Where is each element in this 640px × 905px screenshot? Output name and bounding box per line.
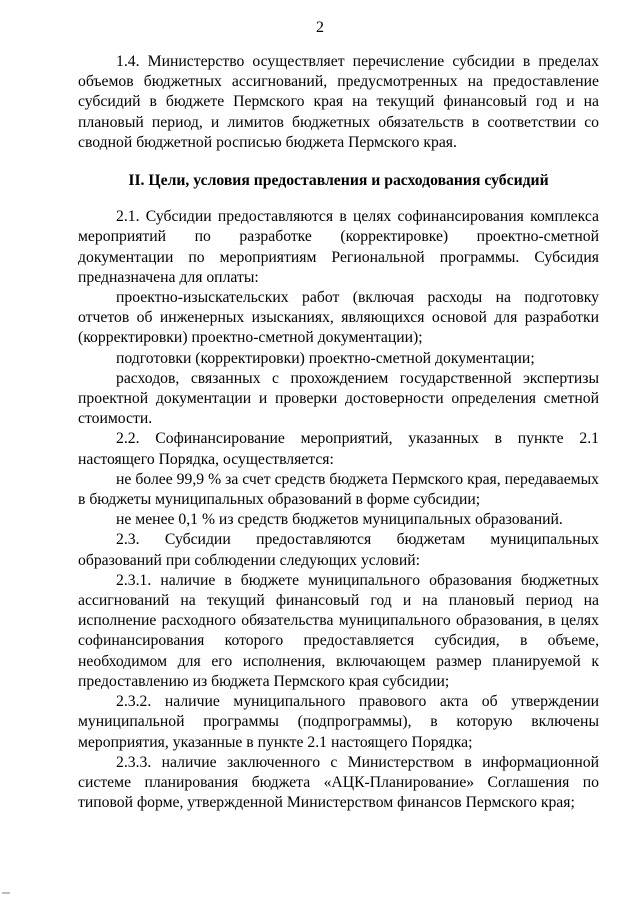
paragraph-2-2-item-1: не более 99,9 % за счет средств бюджета Пермского края, передаваемых в бюджеты муниципальных образований в форме субсидии;: [78, 470, 599, 509]
scan-edge-mark: [2, 892, 10, 894]
paragraph-2-3: 2.3. Субсидии предоставляются бюджетам муниципальных образований при соблюдении следующих условий:: [78, 531, 599, 569]
paragraph-2-3-2: 2.3.2. наличие муниципального правового акта об утверждении муниципальной программы (подпрограммы), в которую включены мероприятия, указанные в пункте 2.1 настоящего Порядка;: [78, 693, 599, 751]
paragraph-2-3-1: 2.3.1. наличие в бюджете муниципального образования бюджетных ассигнований на текущий финансовый год и на плановый период на исполнение расходного обязательства муниципального образования, в целях софинансирования которого предоставляется субсидия, в объеме, необходимом для его исполнения, включающем размер планируемой к предоставлению из бюджета Пермского края субсидии;: [78, 571, 599, 690]
paragraph-2-1-item-3: расходов, связанных с прохождением государственной экспертизы проектной документации и проверки достоверности определения сметной стоимости.: [78, 369, 599, 428]
paragraph-2-1-item-2: подготовки (корректировки) проектно-сметной документации;: [116, 349, 535, 367]
paragraph-2-3-3: 2.3.3. наличие заключенного с Министерством в информационной системе планирования бюджета «АЦК-Планирование» Соглашения по типовой форме, утвержденной Министерством финансов Пермского края;: [78, 753, 599, 812]
paragraph-2-1-item-1: проектно-изыскательских работ (включая расходы на подготовку отчетов об инженерных изысканиях, являющихся основой для разработки (корректировки) проектно-сметной документации);: [78, 289, 599, 347]
paragraph-2-1: 2.1. Субсидии предоставляются в целях софинансирования комплекса мероприятий по разработке (корректировке) проектно-сметной документации по мероприятиям Региональной программы. Субсидия предназначена для оплаты:: [78, 208, 599, 286]
section-heading: II. Цели, условия предоставления и расходования субсидий: [128, 172, 549, 190]
paragraph-2-2-item-2: не менее 0,1 % из средств бюджетов муниципальных образований.: [116, 511, 563, 529]
page-number: 2: [316, 19, 324, 36]
document-body: [78, 52, 599, 813]
paragraph-2-2: 2.2. Софинансирование мероприятий, указанных в пункте 2.1 настоящего Порядка, осуществляется:: [78, 430, 599, 468]
paragraph-1-4: 1.4. Министерство осуществляет перечисление субсидии в пределах объемов бюджетных ассигнований, предусмотренных на предоставление субсидий в бюджете Пермского края на текущий финансовый год и на плановый период, и лимитов бюджетных обязательств в соответствии со сводной бюджетной росписью бюджета Пермского края.: [78, 53, 599, 151]
